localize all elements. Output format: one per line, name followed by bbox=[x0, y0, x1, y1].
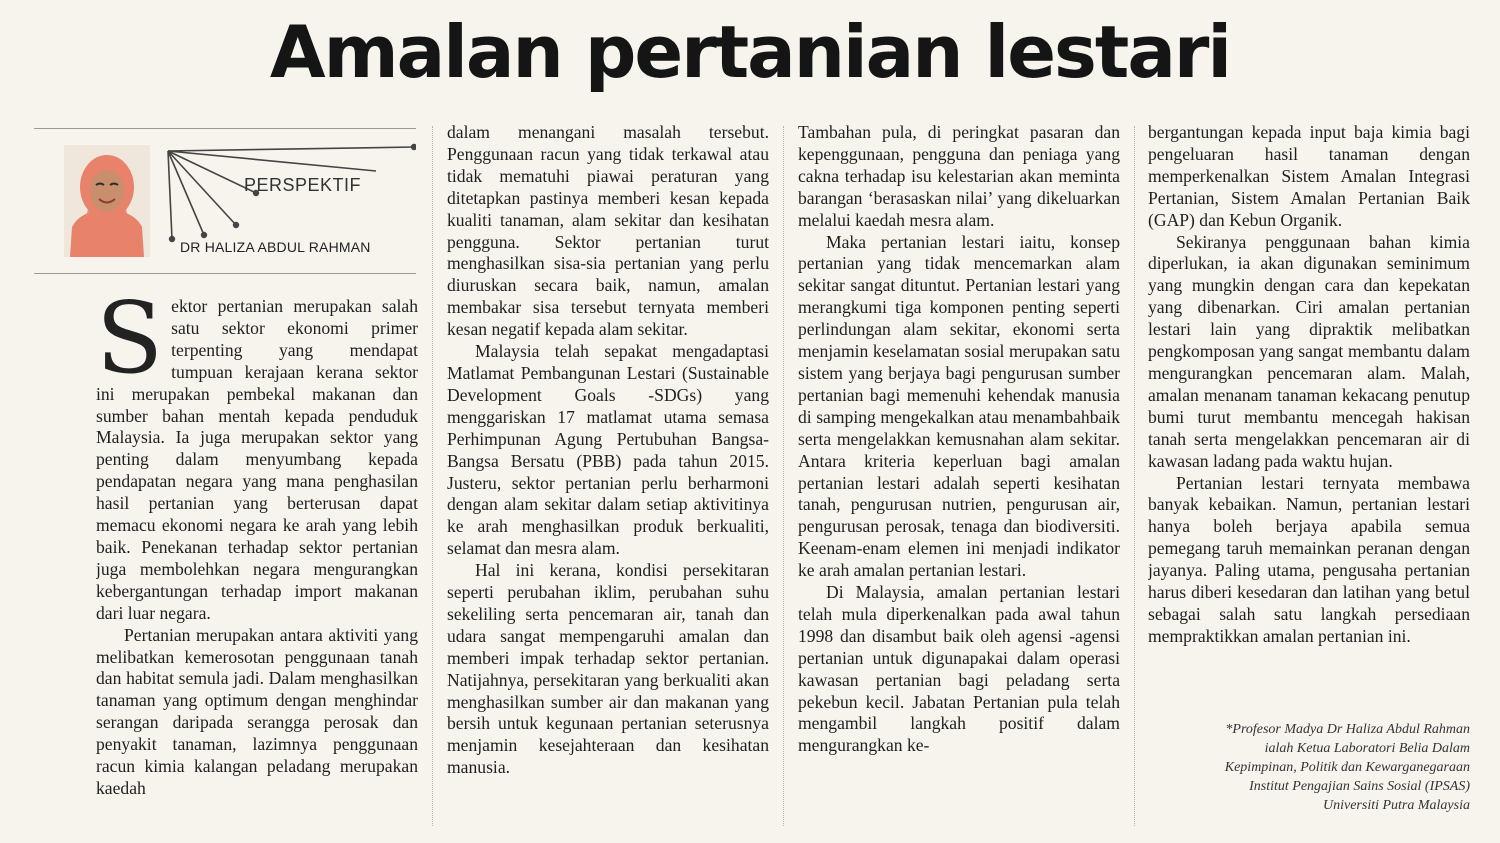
paragraph bbox=[96, 296, 418, 625]
author-photo bbox=[64, 145, 150, 257]
column-divider bbox=[783, 126, 784, 826]
footnote-line: Universiti Putra Malaysia bbox=[1323, 798, 1470, 813]
headline: Amalan pertanian lestari bbox=[269, 10, 1231, 94]
article-column-2 bbox=[447, 122, 769, 822]
column-divider bbox=[432, 126, 433, 826]
column-label: PERSPEKTIF bbox=[244, 175, 362, 195]
article-column-3 bbox=[798, 122, 1120, 822]
paragraph: Malaysia telah sepakat mengadaptasi Matlamat Pembangunan Lestari (Sustainable Development Goals -SDGs) yang menggariskan 17 matlamat utama semasa Perhimpunan Agung Pertubuhan Bangsa-Bangsa Bersatu (PBB) pada tahun 2015. Justeru, sektor pertanian perlu berharmoni dengan alam sekitar dalam setiap aktivitinya ke arah menghasilkan produk berkualiti, selamat dan mesra alam. bbox=[447, 341, 769, 559]
byline-box bbox=[34, 128, 416, 274]
paragraph: Sekiranya penggunaan bahan kimia diperlukan, ia akan digunakan seminimum yang mungkin dengan cara dan kepekatan yang dibenarkan. Ciri amalan pertanian lestari lain yang dipraktik melibatkan pengkomposan yang sangat membantu dalam mengurangkan pencemaran alam. Malah, amalan menanam tanaman kekacang penutup bumi turut membantu mencegah hakisan tanah serta mengelakkan pencemaran air di kawasan ladang pada waktu hujan. bbox=[1148, 231, 1470, 471]
paragraph: Hal ini kerana, kondisi persekitaran seperti perubahan iklim, perubahan suhu sekeliling serta pencemaran air, tanah dan udara sangat mempengaruhi amalan dan memberi impak terhadap sektor pertanian. Natijahnya, persekitaran yang berkualiti akan menghasilkan sumber air dan makanan yang bersih untuk kegunaan pertanian seterusnya menjamin kesejahteraan dan kesihatan manusia. bbox=[447, 560, 769, 778]
paragraph: Pertanian merupakan antara aktiviti yang melibatkan kemerosotan penggunaan tanah dan habitat semula jadi. Dalam menghasilkan tanaman yang optimum dengan menghindar serangan daripada serangga perosak dan penyakit tanaman, lazimnya penggunaan racun kimia kalangan peladang merupakan kaedah bbox=[96, 624, 418, 798]
paragraph: dalam menangani masalah tersebut. Penggunaan racun yang tidak terkawal atau tidak mematuhi piawai peraturan yang ditetapkan pastinya memberi kesan kepada kualiti tanaman, alam sekitar dan kesihatan pengguna. Sektor pertanian turut menghasilkan sisa-sia pertanian yang perlu diuruskan secara baik, namun, amalan membakar sisa tersebut ternyata memberi kesan negatif kepada alam sekitar. bbox=[447, 122, 769, 340]
footnote-line: *Profesor Madya Dr Haliza Abdul Rahman bbox=[1225, 722, 1470, 737]
column-divider bbox=[1134, 126, 1135, 826]
footnote-line: ialah Ketua Laboratori Belia Dalam bbox=[1264, 741, 1470, 756]
drop-cap: S bbox=[96, 296, 164, 396]
author-portrait-icon bbox=[64, 145, 150, 257]
footnote-line: Institut Pengajian Sains Sosial (IPSAS) bbox=[1249, 779, 1470, 794]
article-column-1 bbox=[96, 296, 418, 826]
author-footnote bbox=[1160, 720, 1470, 815]
author-name: DR HALIZA ABDUL RAHMAN bbox=[180, 239, 371, 255]
paragraph: Tambahan pula, di peringkat pasaran dan kepenggunaan, pengguna dan peniaga yang cakna terhadap isu kelestarian akan meminta barangan ‘berasaskan nilai’ yang dikeluarkan melalui kaedah mesra alam. bbox=[798, 122, 1120, 230]
paragraph: bergantungan kepada input baja kimia bagi pengeluaran hasil tanaman dengan memperkenalkan Sistem Amalan Integrasi Pertanian, Sistem Amalan Pertanian Baik (GAP) dan Kebun Organik. bbox=[1148, 122, 1470, 230]
article-column-4 bbox=[1148, 122, 1470, 822]
paragraph: Pertanian lestari ternyata membawa banyak kebaikan. Namun, pertanian lestari hanya boleh berjaya apabila semua pemegang taruh memainkan peranan dengan jayanya. Paling utama, pengusaha pertanian harus diberi kesedaran dan latihan yang betul sebagai salah satu langkah persediaan mempraktikkan amalan pertanian ini. bbox=[1148, 472, 1470, 646]
paragraph: Di Malaysia, amalan pertanian lestari telah mula diperkenalkan pada awal tahun 1998 dan disambut baik oleh agensi -agensi pertanian untuk digunapakai dalam operasi kawasan pertanian bagi peladang serta pekebun kecil. Jabatan Pertanian pula telah mengambil langkah positif dalam mengurangkan ke- bbox=[798, 582, 1120, 756]
footnote-line: Kepimpinan, Politik dan Kewarganegaraan bbox=[1224, 760, 1470, 775]
paragraph: Maka pertanian lestari iaitu, konsep pertanian yang tidak mencemarkan alam sekitar sangat dituntut. Pertanian lestari yang merangkumi tiga komponen penting seperti perlindungan alam sekitar, ekonomi serta menjamin keselamatan sosial merupakan satu sistem yang berjaya bagi pengurusan sumber pertanian bagi memenuhi kehendak manusia di samping mengekalkan atau menambahbaik serta mengelakkan kemusnahan alam sekitar. Antara kriteria keperluan bagi amalan pertanian lestari adalah seperti kesihatan tanah, pengurusan nutrien, pengurusan air, pengurusan perosak, tenaga dan biodiversiti. Keenam-enam elemen ini menjadi indikator ke arah amalan pertanian lestari. bbox=[798, 231, 1120, 581]
paragraph-text: ektor pertanian merupakan salah satu sektor ekonomi primer terpenting yang mendapat tumpuan kerajaan kerana sektor ini merupakan pembekal makanan dan sumber bahan mentah kepada penduduk Malaysia. Ia juga merupakan sektor yang penting dalam menyumbang kepada pendapatan negara yang mana penghasilan hasil pertanian yang berterusan dapat memacu ekonomi negara ke arah yang lebih baik. Penekanan terhadap sektor pertanian juga membolehkan negara mengurangkan kebergantungan terhadap import makanan dari luar negara. bbox=[96, 296, 418, 623]
